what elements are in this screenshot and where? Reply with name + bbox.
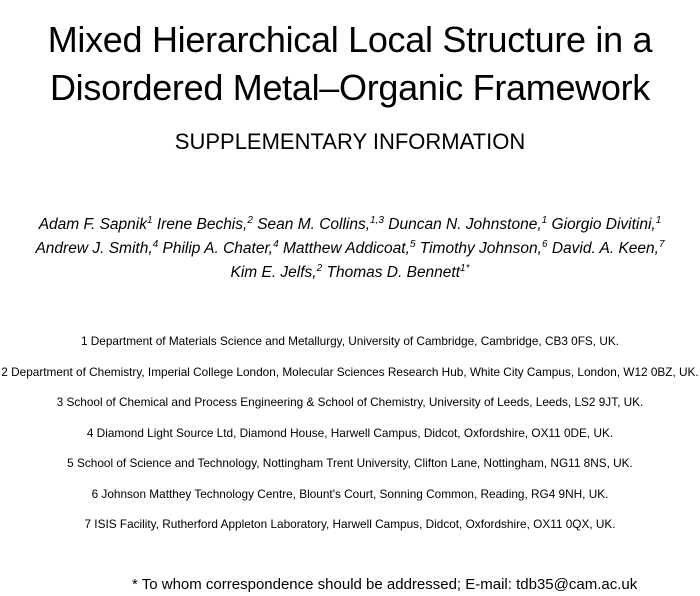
author: Philip A. Chater,$^4$ xyxy=(162,238,279,257)
author: Adam F. Sapnik$^1$ xyxy=(38,214,153,233)
author: Sean M. Collins,$^{1,3}$ xyxy=(257,214,384,233)
author: Matthew Addicoat,$^5$ xyxy=(282,238,416,257)
affiliation-list xyxy=(0,331,700,545)
affiliation: 6 Johnson Matthey Technology Centre, Blount's Court, Sonning Common, Reading, RG4 9NH, UK. xyxy=(91,486,609,501)
author: Andrew J. Smith,$^4$ xyxy=(35,238,159,257)
author: Thomas D. Bennett$^{1*}$ xyxy=(326,262,470,281)
author-list xyxy=(0,213,700,285)
author-line-1 xyxy=(0,213,700,237)
author: Irene Bechis,$^2$ xyxy=(156,214,253,233)
author: Kim E. Jelfs,$^2$ xyxy=(230,262,323,281)
affiliation: 3 School of Chemical and Process Engineering & School of Chemistry, University of Leeds, Leeds, LS2 9JT, UK. xyxy=(56,395,644,409)
author: Giorgio Divitini,$^1$ xyxy=(551,214,662,233)
supplementary-heading: SUPPLEMENTARY INFORMATION xyxy=(174,129,526,154)
author: David. A. Keen,$^7$ xyxy=(551,238,665,257)
title-line-1: Mixed Hierarchical Local Structure in a xyxy=(47,19,653,61)
affiliation: 1 Department of Materials Science and Metallurgy, University of Cambridge, Cambridge, CB3 0FS, UK. xyxy=(80,334,620,348)
author: Duncan N. Johnstone,$^1$ xyxy=(388,214,548,233)
author: Timothy Johnson,$^6$ xyxy=(419,238,548,257)
author-line-2 xyxy=(0,237,700,261)
title-line-2: Disordered Metal–Organic Framework xyxy=(49,67,650,109)
correspondence-note: * To whom correspondence should be addressed; E-mail: tdb35@cam.ac.uk xyxy=(132,576,638,593)
affiliation: 5 School of Science and Technology, Nottingham Trent University, Clifton Lane, Nottingham, NG11 8NS, UK. xyxy=(67,456,633,470)
affiliation: 4 Diamond Light Source Ltd, Diamond House, Harwell Campus, Didcot, Oxfordshire, OX11 0DE, UK. xyxy=(86,425,614,440)
author-line-3 xyxy=(0,261,700,285)
affiliation: 7 ISIS Facility, Rutherford Appleton Laboratory, Harwell Campus, Didcot, Oxfordshire, OX11 0QX, UK. xyxy=(84,517,616,531)
paper-title xyxy=(0,16,700,112)
affiliation: 2 Department of Chemistry, Imperial College London, Molecular Sciences Research Hub, White City Campus, London, W12 0BZ, UK. xyxy=(1,364,699,379)
